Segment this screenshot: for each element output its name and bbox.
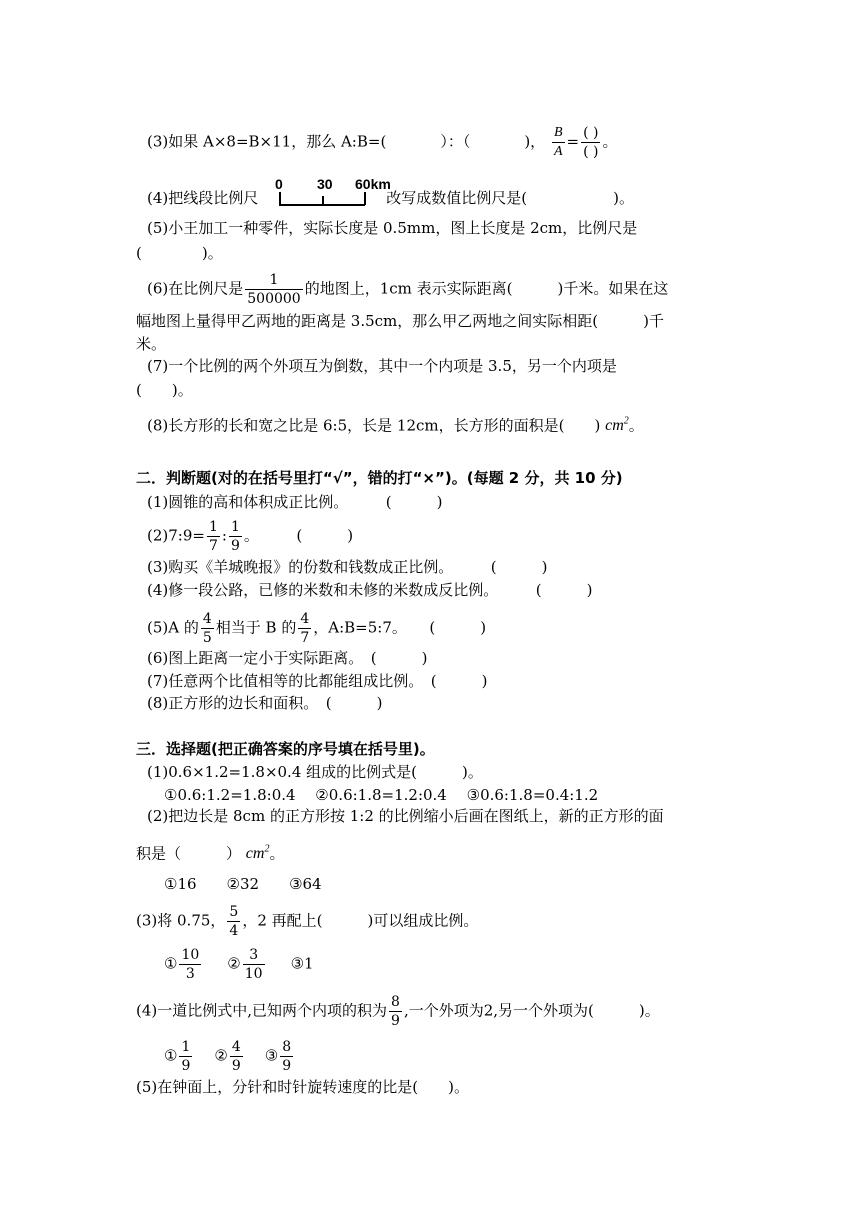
fill-q7-line1: (7)一个比例的两个外项互为倒数，其中一个内项是 3.5，另一个内项是 [147, 357, 617, 375]
fill-q6-line3: 米。 [136, 335, 167, 353]
fraction-scale: $\frac{1}{500000}$ [247, 272, 301, 307]
fill-q4: (4)把线段比例尺 改写成数值比例尺是( )。 [147, 189, 634, 207]
section-judge-title: 二．判断题(对的在括号里打“√”，错的打“×”)。(每题 2 分，共 10 分) [136, 469, 623, 487]
choice-q5: (5)在钟面上，分针和时针旋转速度的比是( )。 [136, 1078, 469, 1096]
judge-q6: (6)图上距离一定小于实际距离。 ( ) [147, 649, 428, 667]
judge-q7: (7)任意两个比值相等的比都能组成比例。 ( ) [147, 672, 488, 690]
judge-q3: (3)购买《羊城晚报》的份数和钱数成正比例。 ( ) [147, 558, 548, 576]
scale-label-30: 30 [317, 176, 333, 192]
choice-q1: (1)0.6×1.2=1.8×0.4 组成的比例式是( )。 [147, 763, 483, 781]
choice-q2-line2: 积是（ ） $cm^2$。 [136, 844, 285, 863]
choice-q4: (4)一道比例式中,已知两个内项的积为 $\frac{8}{9}$ ,一个外项为2,另一个外项为( )。 [136, 994, 660, 1029]
fill-q6-line2: 幅地图上量得甲乙两地的距离是 3.5cm，那么甲乙两地之间实际相距( )千 [136, 312, 664, 330]
choice-q3-options: ① $\frac{10}{3}$ ② $\frac{3}{10}$ ③1 [164, 947, 314, 982]
scale-label-0: 0 [275, 176, 283, 192]
fraction-blank: $\frac{( )}{( )}$ [583, 125, 599, 160]
choice-q2-options: ①16 ②32 ③64 [164, 875, 322, 893]
choice-q2-line1: (2)把边长是 8cm 的正方形按 1:2 的比例缩小后画在图纸上，新的正方形的面 [147, 807, 664, 825]
fill-q7-line2: ( )。 [136, 381, 193, 399]
scale-label-60km: 60km [355, 176, 391, 192]
section-choice-title: 三．选择题(把正确答案的序号填在括号里)。 [136, 740, 435, 758]
choice-q3: (3)将 0.75， $\frac{5}{4}$ ，2 再配上( )可以组成比例。 [136, 904, 479, 939]
line-scale-bar [267, 176, 397, 206]
choice-q1-options: ①0.6:1.2=1.8:0.4 ②0.6:1.8=1.2:0.4 ③0.6:1.8=0.4:1.2 [164, 786, 599, 804]
judge-q2: (2)7:9= $\frac{1}{7}$ : $\frac{1}{9}$ 。 ( ) [147, 519, 354, 554]
fill-q8: (8)长方形的长和宽之比是 6:5，长是 12cm，长方形的面积是( ) $cm^2$。 [147, 416, 644, 435]
judge-q5: (5)A 的 $\frac{4}{5}$ 相当于 B 的 $\frac{4}{7}$ ，A:B=5:7。 ( ) [147, 611, 487, 646]
judge-q8: (8)正方形的边长和面积。 ( ) [147, 694, 383, 712]
fill-q6-line1: (6)在比例尺是 $\frac{1}{500000}$ 的地图上，1cm 表示实际距离( )千米。如果在这 [147, 272, 669, 307]
choice-q4-options: ① $\frac{1}{9}$ ② $\frac{4}{9}$ ③ $\frac{8}{9}$ [164, 1039, 292, 1074]
fill-q3: (3)如果 A×8=B×11，那么 A:B=( ）：（ )， $\frac{B}{A}$ = $\frac{( )}{( )}$ 。 [147, 125, 618, 160]
fill-q5-line2: ( )。 [136, 244, 223, 262]
judge-q4: (4)修一段公路，已修的米数和未修的米数成反比例。 ( ) [147, 581, 593, 599]
fill-q5-line1: (5)小王加工一种零件，实际长度是 0.5mm，图上长度是 2cm，比例尺是 [147, 219, 638, 237]
judge-q1: (1)圆锥的高和体积成正比例。 ( ) [147, 493, 443, 511]
fraction-b-over-a: $\frac{B}{A}$ [553, 125, 563, 159]
